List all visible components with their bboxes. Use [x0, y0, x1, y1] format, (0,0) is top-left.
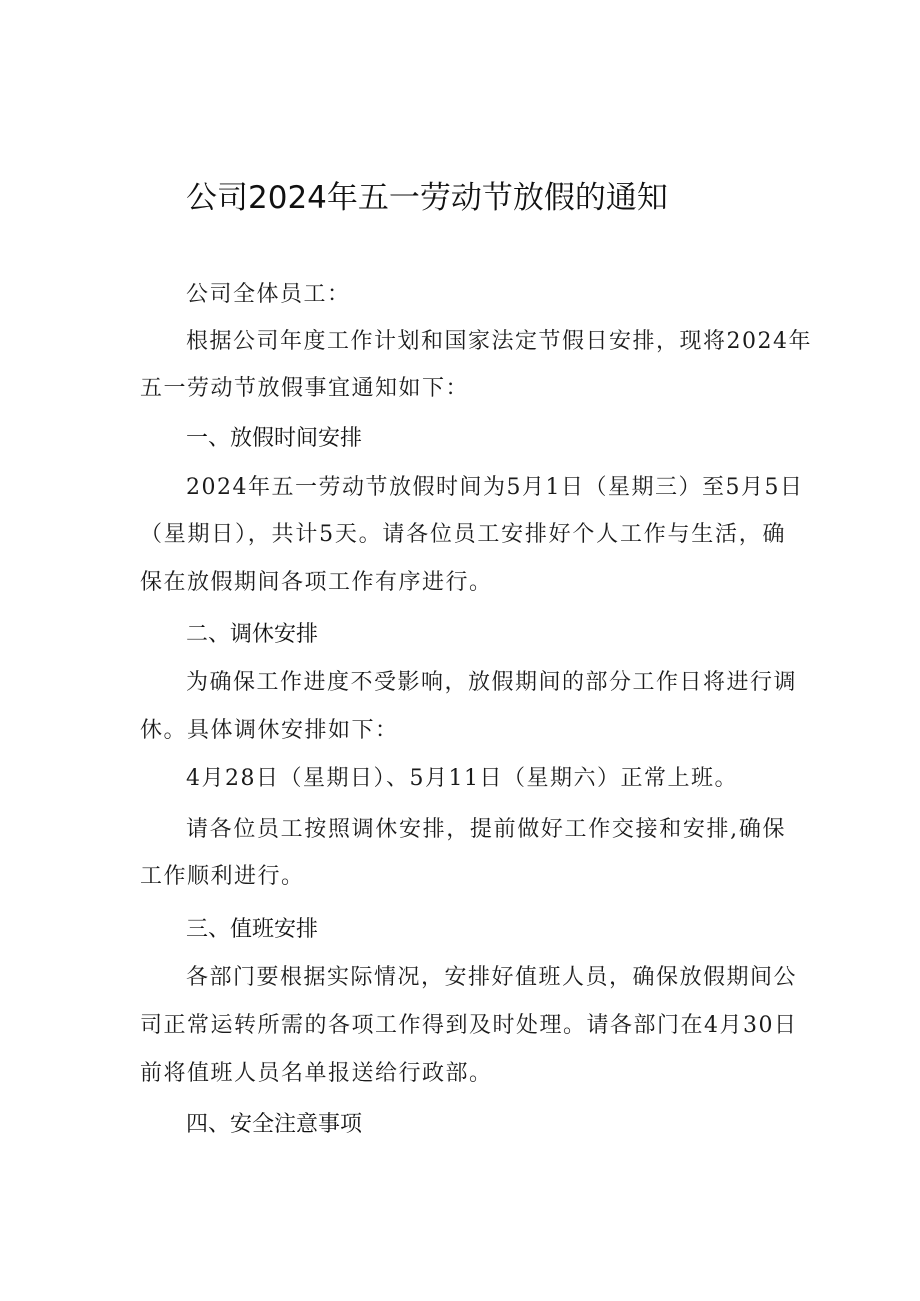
section-2-heading: 二、调休安排: [186, 622, 319, 647]
section-1-line-1: 2024年五一劳动节放假时间为5月1日（星期三）至5月5日: [186, 475, 804, 500]
section-3-line-2: 司正常运转所需的各项工作得到及时处理。请各部门在4月30日: [140, 1013, 798, 1038]
section-4-heading: 四、安全注意事项: [186, 1112, 363, 1137]
section-2-para1-line-2: 休。具体调休安排如下：: [140, 718, 399, 743]
section-3-line-1: 各部门要根据实际情况，安排好值班人员，确保放假期间公: [186, 965, 798, 990]
section-3-line-3: 前将值班人员名单报送给行政部。: [140, 1061, 493, 1086]
intro-line-2: 五一劳动节放假事宜通知如下：: [140, 376, 470, 401]
section-2-para2-line-2: 工作顺利进行。: [140, 864, 305, 889]
section-1-heading: 一、放假时间安排: [186, 426, 363, 451]
salutation: 公司全体员工：: [186, 282, 351, 307]
section-2-para2-line-1: 请各位员工按照调休安排，提前做好工作交接和安排,确保: [186, 817, 786, 842]
section-1-line-2: （星期日），共计5天。请各位员工安排好个人工作与生活，确: [140, 522, 786, 547]
section-3-heading: 三、值班安排: [186, 917, 319, 942]
intro-line-1: 根据公司年度工作计划和国家法定节假日安排，现将2024年: [186, 329, 812, 354]
section-2-schedule: 4月28日（星期日）、5月11日（星期六）正常上班。: [186, 766, 738, 791]
section-2-para1-line-1: 为确保工作进度不受影响，放假期间的部分工作日将进行调: [186, 670, 798, 695]
document-title: 公司2024年五一劳动节放假的通知: [186, 180, 668, 216]
section-1-line-3: 保在放假期间各项工作有序进行。: [140, 570, 493, 595]
